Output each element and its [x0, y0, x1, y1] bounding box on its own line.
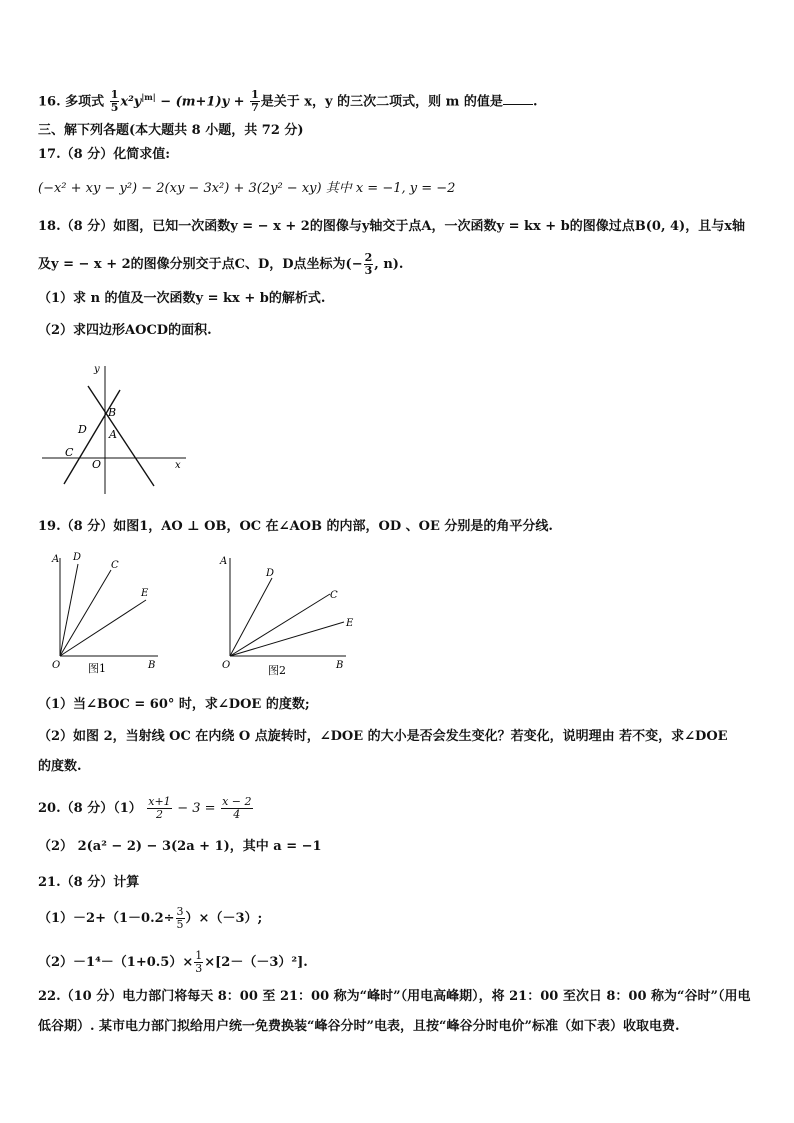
q21-part-1: [38, 906, 262, 931]
q20-part-2: （2） 2(a² − 2) − 3(2a + 1)，其中 a = −1: [38, 839, 322, 854]
q18-line-2a: 及y = − x + 2的图像分别交于点C、D，D点坐标为(−: [38, 257, 363, 272]
q16-text-2: − (m+1)y +: [160, 94, 245, 110]
q16-answer-blank: [503, 92, 533, 105]
fig2-caption: 图2: [268, 664, 286, 677]
svg-text:B: B: [148, 660, 156, 671]
q16-text-3: 是关于 x，y 的三次二项式，则 m 的值是: [260, 94, 503, 110]
q20-eq-mid: − 3 =: [177, 801, 216, 816]
q19-figure-2: [214, 548, 364, 678]
q21-part-2: [38, 950, 308, 975]
line-neg-x-plus-2: [88, 386, 154, 486]
svg-text:O: O: [222, 660, 231, 671]
q21-frac-2: $\frac{1}{3}$: [195, 949, 203, 975]
q16-exponent: |m|: [141, 92, 156, 102]
label-C: C: [65, 446, 74, 459]
q16-end: .: [532, 94, 538, 110]
svg-text:E: E: [141, 588, 149, 599]
q16-text-1: 多项式: [65, 94, 105, 110]
q19-part-1: （1）当∠BOC = 60° 时，求∠DOE 的度数;: [38, 697, 310, 712]
svg-text:C: C: [111, 560, 119, 571]
q21-p1a: （1）－2+（1－0.2÷: [38, 911, 175, 926]
q16-term: x²y: [120, 94, 142, 110]
q17-heading: 17.（8 分）化简求值:: [38, 147, 170, 162]
q18-frac: $\frac{2}{3}$: [364, 251, 373, 277]
q20-frac-1: $\frac{x+1}{2}$: [148, 795, 171, 821]
label-D: D: [78, 423, 87, 436]
label-x: x: [175, 460, 181, 471]
q18-line-2: [38, 252, 403, 277]
label-B: B: [108, 406, 117, 419]
svg-text:D: D: [73, 552, 82, 563]
svg-text:A: A: [220, 556, 228, 567]
q21-heading: 21.（8 分）计算: [38, 875, 140, 890]
q19-figure-1: [46, 548, 176, 678]
q22-line-2: 低谷期）. 某市电力部门拟给用户统一免费换装“峰谷分时”电表，且按“峰谷分时电价”标准（如下表）收取电费.: [38, 1019, 680, 1034]
label-O: O: [92, 458, 102, 471]
q19-heading: 19.（8 分）如图1，AO ⊥ OB，OC 在∠AOB 的内部，OD 、OE 分别是的角平分线.: [38, 519, 553, 534]
q16-frac-2: $\frac{1}{7}$: [251, 88, 259, 115]
svg-text:E: E: [346, 618, 354, 629]
q18-figure: [38, 360, 198, 500]
q21-p1b: ）×（－3）;: [185, 911, 263, 926]
q21-p2a: （2）－1⁴－（1+0.5）×: [38, 955, 194, 970]
svg-text:D: D: [266, 568, 275, 579]
q16-line: [38, 88, 537, 114]
q20-heading: 20.（8 分）（1）: [38, 801, 142, 816]
svg-text:A: A: [52, 554, 60, 565]
q21-p2b: ×[2－（－3）²].: [204, 955, 308, 970]
label-A: A: [109, 428, 117, 441]
q18-line-2b: , n).: [374, 257, 404, 272]
svg-text:O: O: [52, 660, 61, 671]
svg-text:B: B: [336, 660, 344, 671]
q18-line-1: 18.（8 分）如图，已知一次函数y = − x + 2的图像与y轴交于点A，一次函数y = kx + b的图像过点B(0, 4)，且与x轴: [38, 219, 745, 234]
fig1-caption: 图1: [88, 662, 106, 675]
q16-num: 16.: [38, 94, 61, 110]
section-3-heading: 三、解下列各题(本大题共 8 小题，共 72 分): [38, 123, 304, 138]
q21-frac-1: $\frac{3}{5}$: [176, 905, 184, 931]
q20-frac-2: $\frac{x - 2}{4}$: [222, 795, 252, 821]
q20-line-1: [38, 796, 254, 821]
q18-part-1: （1）求 n 的值及一次函数y = kx + b的解析式.: [38, 291, 326, 306]
q19-part-2b: 的度数.: [38, 759, 82, 774]
q22-line-1: 22.（10 分）电力部门将每天 8：00 至 21：00 称为“峰时”（用电高峰期），将 21：00 至次日 8：00 称为“谷时”（用电: [38, 989, 751, 1004]
label-y: y: [94, 364, 100, 375]
q18-part-2: （2）求四边形AOCD的面积.: [38, 323, 212, 338]
q17-expression: (−x² + xy − y²) − 2(xy − 3x²) + 3(2y² − xy) 其中 x = −1, y = −2: [38, 181, 456, 196]
q16-frac-1: $\frac{1}{5}$: [110, 88, 119, 115]
svg-text:C: C: [330, 590, 338, 601]
q19-part-2: （2）如图 2，当射线 OC 在内绕 O 点旋转时，∠DOE 的大小是否会发生变化？若变化，说明理由 若不变，求∠DOE: [38, 729, 728, 744]
